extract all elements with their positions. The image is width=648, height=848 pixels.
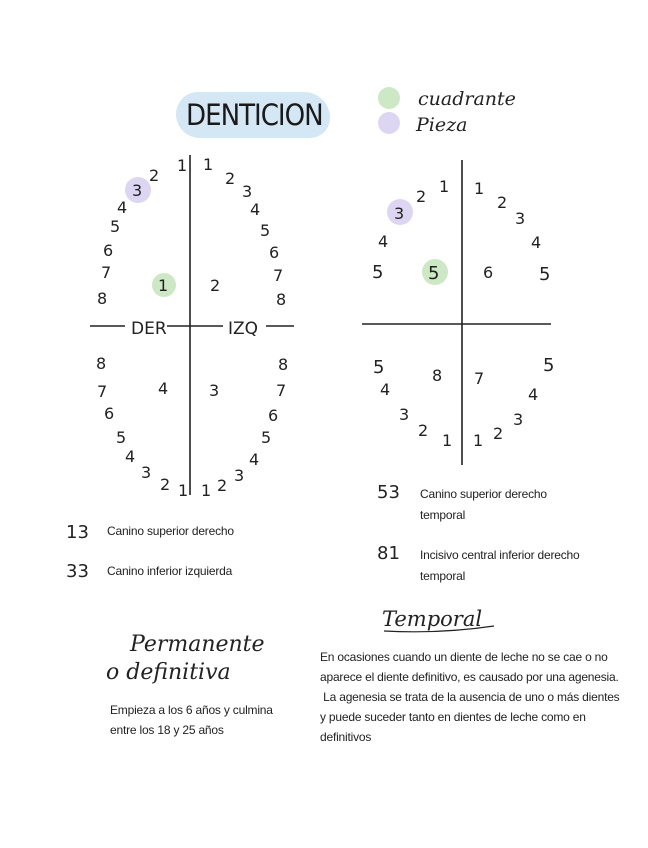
tooth-53: 3 — [394, 204, 405, 223]
quadrant-4-number: 4 — [158, 379, 169, 398]
tooth-75: 5 — [543, 355, 555, 376]
permanent-heading: Permanente — [130, 632, 265, 657]
quadrant-1-number: 1 — [158, 276, 169, 295]
tooth-74: 4 — [528, 385, 539, 404]
tooth-34: 4 — [249, 450, 260, 469]
page-title: DENTICION — [186, 98, 323, 132]
tooth-32: 2 — [217, 476, 228, 495]
tooth-51: 1 — [439, 177, 450, 196]
example-code-33: 33 — [66, 561, 89, 582]
tooth-14: 4 — [117, 198, 128, 217]
tooth-42: 2 — [160, 475, 171, 494]
piece-legend-label: Pieza — [416, 114, 468, 136]
tooth-21: 1 — [203, 155, 214, 174]
quadrant-2-number: 2 — [210, 276, 221, 295]
tooth-36: 6 — [268, 406, 279, 425]
tooth-13: 3 — [132, 181, 143, 200]
tooth-35: 5 — [261, 428, 272, 447]
tooth-28: 8 — [276, 290, 287, 309]
quadrant-3-number: 3 — [209, 381, 220, 400]
permanent-text-line1: Empieza a los 6 años y culmina — [110, 703, 273, 717]
tooth-82: 2 — [418, 421, 429, 440]
tooth-46: 6 — [104, 404, 115, 423]
quadrant-8-number: 8 — [432, 366, 443, 385]
temporal-paragraph-line2: aparece el diente definitivo, es causado por una agenesia. — [320, 670, 619, 684]
tooth-55: 5 — [372, 262, 384, 283]
quadrant-6-number: 6 — [483, 263, 494, 282]
izq-label: IZQ — [228, 319, 259, 339]
tooth-33: 3 — [234, 466, 245, 485]
tooth-44: 4 — [125, 447, 136, 466]
tooth-48: 8 — [96, 354, 107, 373]
tooth-18: 8 — [97, 289, 108, 308]
tooth-31: 1 — [201, 481, 212, 500]
tooth-17: 7 — [101, 263, 112, 282]
tooth-23: 3 — [242, 182, 253, 201]
tooth-37: 7 — [276, 381, 287, 400]
tooth-43: 3 — [141, 463, 152, 482]
permanent-text-line2: entre los 18 y 25 años — [110, 723, 224, 737]
temporal-paragraph-line4: y puede suceder tanto en dientes de leche como en — [320, 710, 586, 724]
tooth-27: 7 — [273, 266, 284, 285]
example-text-53-line1: Canino superior derecho — [420, 487, 547, 501]
tooth-16: 6 — [103, 241, 114, 260]
tooth-81: 1 — [442, 431, 453, 450]
example-code-13: 13 — [66, 522, 89, 543]
tooth-12: 2 — [149, 166, 160, 185]
tooth-24: 4 — [250, 200, 261, 219]
quadrant-5-number: 5 — [428, 263, 440, 284]
quadrant-legend-label: cuadrante — [418, 88, 516, 110]
permanent-subheading: o definitiva — [106, 660, 231, 685]
tooth-84: 4 — [380, 380, 391, 399]
tooth-11: 1 — [177, 156, 188, 175]
tooth-25: 5 — [260, 221, 271, 240]
tooth-54: 4 — [378, 232, 389, 251]
tooth-41: 1 — [178, 481, 189, 500]
tooth-52: 2 — [416, 187, 427, 206]
example-code-53: 53 — [377, 482, 400, 503]
temporal-heading: Temporal — [382, 607, 483, 631]
tooth-47: 7 — [97, 382, 108, 401]
tooth-73: 3 — [513, 410, 524, 429]
tooth-45: 5 — [116, 428, 127, 447]
temporal-paragraph-line1: En ocasiones cuando un diente de leche no se cae o no — [320, 650, 608, 664]
example-text-33: Canino inferior izquierda — [107, 564, 233, 578]
example-text-81-line1: Incisivo central inferior derecho — [420, 548, 580, 562]
der-label: DER — [131, 319, 167, 339]
permanent-diagram — [90, 155, 294, 500]
example-text-81-line2: temporal — [420, 569, 466, 583]
tooth-26: 6 — [269, 243, 280, 262]
quadrant-7-number: 7 — [474, 369, 485, 388]
example-text-53-line2: temporal — [420, 508, 466, 522]
tooth-72: 2 — [493, 424, 504, 443]
tooth-83: 3 — [399, 405, 410, 424]
temporary-diagram — [362, 160, 554, 465]
example-text-13: Canino superior derecho — [107, 524, 234, 538]
example-code-81: 81 — [377, 543, 400, 564]
tooth-61: 1 — [474, 179, 485, 198]
tooth-71: 1 — [473, 431, 484, 450]
tooth-62: 2 — [497, 193, 508, 212]
tooth-64: 4 — [531, 233, 542, 252]
tooth-85: 5 — [373, 357, 385, 378]
tooth-63: 3 — [515, 209, 526, 228]
temporal-paragraph-line3: La agenesia se trata de la ausencia de uno o más dientes — [320, 690, 620, 704]
tooth-65: 5 — [539, 264, 551, 285]
temporal-paragraph-line5: definitivos — [320, 730, 372, 744]
tooth-22: 2 — [225, 169, 236, 188]
tooth-38: 8 — [278, 355, 289, 374]
tooth-15: 5 — [110, 217, 121, 236]
